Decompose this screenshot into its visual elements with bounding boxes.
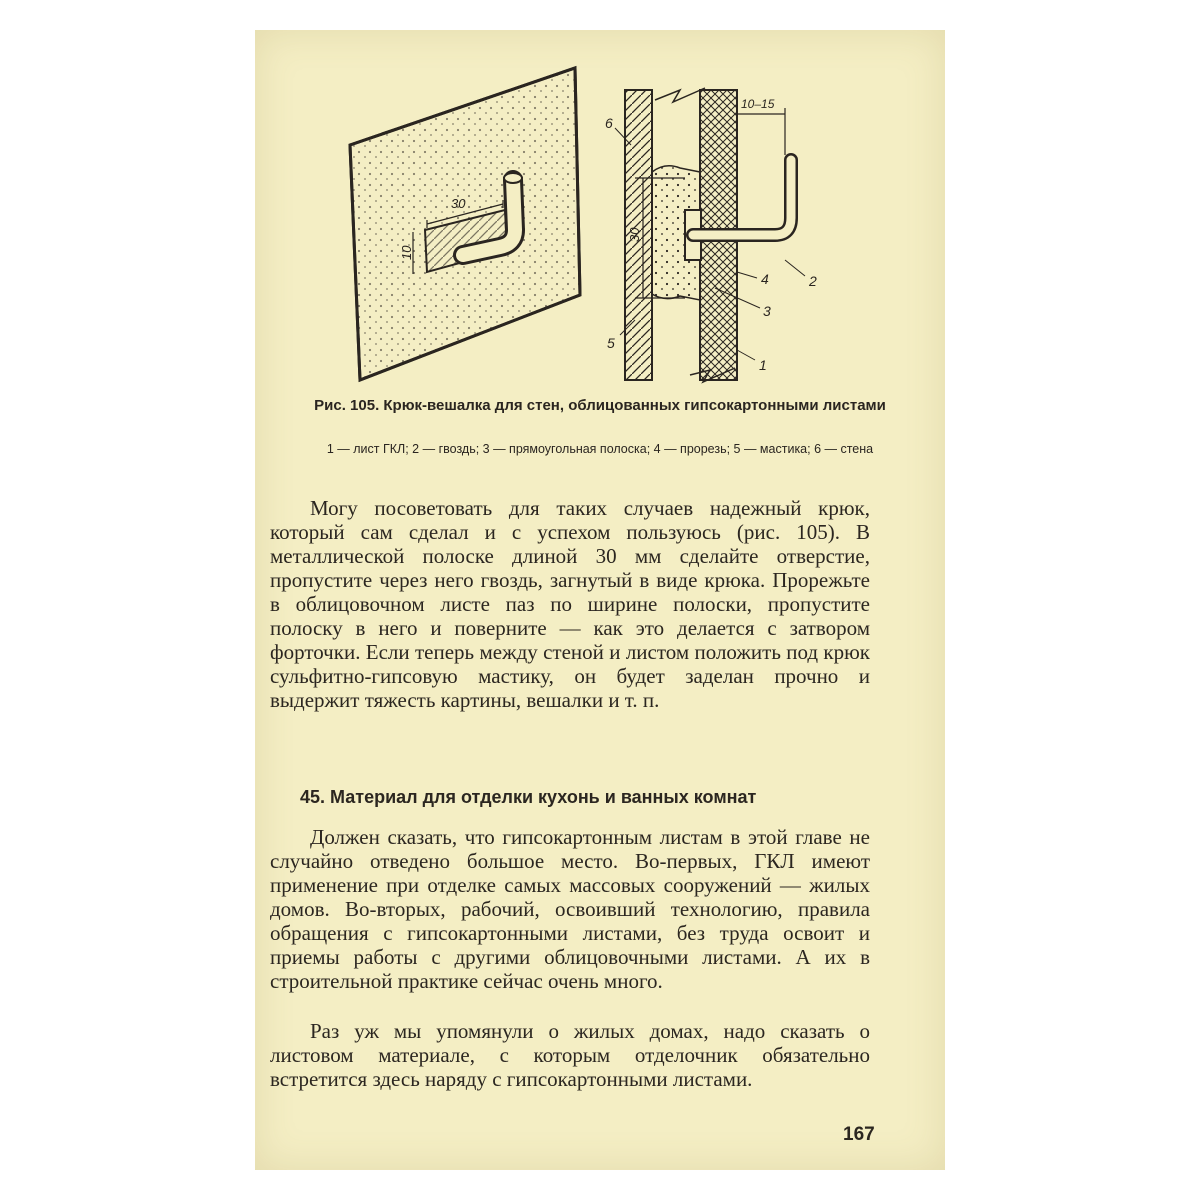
dim-30-left: 30 [451,196,466,211]
figure-caption-legend: 1 — лист ГКЛ; 2 — гвоздь; 3 — прямоугольная полоска; 4 — прорезь; 5 — мастика; 6 — стена [326,442,874,456]
section-heading: 45. Материал для отделки кухонь и ванных комнат [300,787,757,807]
paragraph-hook [270,496,870,712]
book-page [255,30,945,1170]
hook-drawing [335,50,895,400]
label-3: 3 [763,303,771,319]
figure-caption-title: Рис. 105. Крюк-вешалка для стен, облицованных гипсокартонными листами [314,397,886,414]
label-6: 6 [605,115,613,131]
dim-30-right: 30 [627,227,642,242]
label-1: 1 [759,357,767,373]
paragraph-hook-text: Могу посоветовать для таких случаев надежный крюк, который сам сделал и с успехом пользуюсь (рис. 105). В металлической полоске длиной 30 мм сделайте отверстие, пропустите через него гвоздь, загнутый в виде крюка. Прорежьте в облицовочном листе паз по ширине полоски, пропустите полоску в него и поверните — как это делается с затвором форточки. Если теперь между стеной и листом положить под крюк сульфитно-гипсовую мастику, он будет заделан прочно и выдержит тяжесть картины, вешалки и т. п. [270,496,870,712]
paragraph-gkl-text: Должен сказать, что гипсокартонным листам в этой главе не случайно отведено большое место. Во-первых, ГКЛ имеют применение при отделке самых массовых сооружений — жилых домов. Во-вторых, рабочий, освоивший технологию, правила обращения с гипсокартонными листами, без труда освоит и приемы работы с другими облицовочными листами. А их в строительной практике сейчас очень много. [270,825,870,993]
board-perspective [350,68,580,380]
dim-10: 10 [399,245,414,260]
dim-10-15: 10–15 [741,97,775,111]
page-number: 167 [843,1124,875,1145]
label-2: 2 [809,273,817,289]
paragraph-residential [270,1019,870,1091]
paragraph-gkl [270,825,870,993]
label-4: 4 [761,271,769,287]
cross-section [615,88,805,382]
paragraph-residential-text: Раз уж мы упомянули о жилых домах, надо сказать о листовом материале, с которым отделочник обязательно встретится здесь наряду с гипсокартонными листами. [270,1019,870,1091]
figure-105 [335,50,895,400]
label-5: 5 [607,335,615,351]
